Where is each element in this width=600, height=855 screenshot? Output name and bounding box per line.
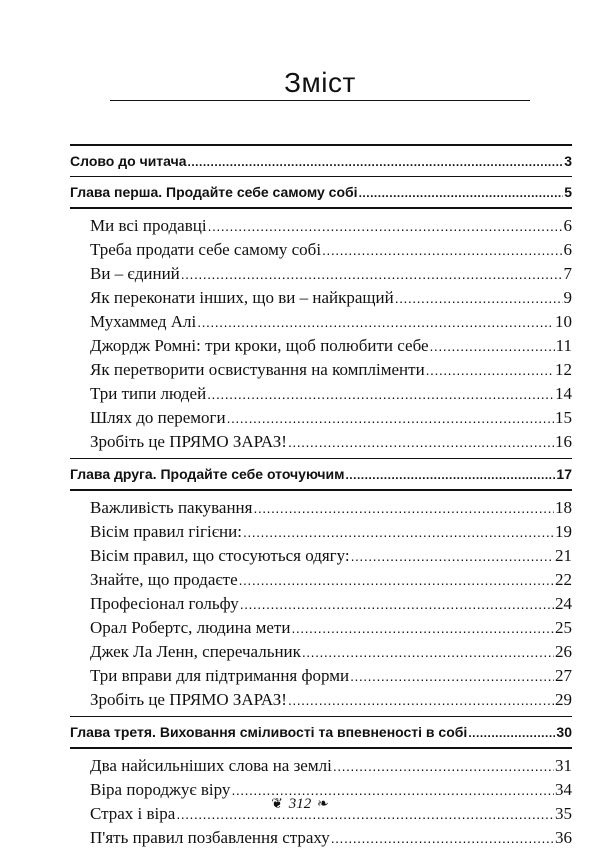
- dot-leader: [291, 616, 554, 640]
- dot-leader: [322, 238, 562, 262]
- dot-leader: [468, 723, 555, 743]
- section-entry: [70, 688, 572, 712]
- section-entry-page-number: 29: [555, 689, 572, 709]
- chapter-divider: [70, 144, 572, 146]
- section-entry: [70, 544, 572, 568]
- page-footer: [0, 796, 600, 813]
- section-entry-page-number: 14: [555, 383, 572, 403]
- dot-leader: [426, 358, 554, 382]
- dot-leader: [227, 406, 554, 430]
- section-entry-page-number: 16: [555, 431, 572, 451]
- section-entry-title: Орал Робертс, людина мети: [90, 617, 291, 637]
- section-entry-page-number: 36: [555, 827, 572, 847]
- page-number: 312: [288, 796, 312, 812]
- section-entry-title: Шлях до перемоги: [90, 407, 226, 427]
- section-entry-page-number: 18: [555, 497, 572, 517]
- section-entry: [70, 430, 572, 454]
- section-entry-title: Два найсильніших слова на землі: [90, 755, 332, 775]
- section-entry-title: Ми всі продавці: [90, 215, 207, 235]
- chapter-entry-page-number: 30: [556, 724, 572, 740]
- section-entry-page-number: 34: [555, 779, 572, 799]
- title-divider: [110, 100, 530, 101]
- dot-leader: [345, 465, 555, 485]
- chapter-entry-page-number: 17: [556, 466, 572, 482]
- page-title: Зміст: [284, 67, 356, 98]
- ornament-left-icon: ❦: [271, 797, 283, 812]
- dot-leader: [243, 520, 554, 544]
- section-entry-page-number: 21: [555, 545, 572, 565]
- section-entry-title: Віра породжує віру: [90, 779, 231, 799]
- section-entry: [70, 664, 572, 688]
- section-entry-page-number: 6: [563, 215, 572, 235]
- section-entry-page-number: 12: [555, 359, 572, 379]
- dot-leader: [331, 826, 554, 850]
- section-entry: [70, 310, 572, 334]
- section-entry: [70, 406, 572, 430]
- dot-leader: [181, 262, 563, 286]
- section-entry-title: Як переконати інших, що ви – найкращий: [90, 287, 394, 307]
- chapter-divider: [70, 716, 572, 718]
- chapter-entry-page-number: 3: [564, 152, 572, 169]
- section-entry: [70, 616, 572, 640]
- section-entry-page-number: 6: [563, 239, 572, 259]
- section-entry: [70, 496, 572, 520]
- dot-leader: [240, 592, 554, 616]
- section-entry-title: Знайте, що продаєте: [90, 569, 238, 589]
- chapter-entry: [70, 182, 572, 203]
- section-entry: [70, 286, 572, 310]
- section-entry: [70, 826, 572, 850]
- section-entry-title: Професіонал гольфу: [90, 593, 239, 613]
- section-entry-page-number: 11: [555, 335, 572, 355]
- dot-leader: [302, 640, 554, 664]
- dot-leader: [359, 183, 564, 203]
- section-entry-page-number: 31: [555, 755, 572, 775]
- table-of-contents: [70, 144, 572, 850]
- section-entry-title: Треба продати себе самому собі: [90, 239, 322, 259]
- dot-leader: [351, 544, 554, 568]
- chapter-divider: [70, 489, 572, 491]
- section-entry: [70, 334, 572, 358]
- section-entry-page-number: 25: [555, 617, 572, 637]
- dot-leader: [208, 214, 563, 238]
- section-entry-title: Страх і віра: [90, 803, 176, 823]
- chapter-divider: [70, 747, 572, 749]
- chapter-entry: [70, 151, 572, 172]
- dot-leader: [350, 664, 554, 688]
- dot-leader: [333, 754, 554, 778]
- section-entry-title: Зробіть це ПРЯМО ЗАРАЗ!: [90, 689, 287, 709]
- ornament-right-icon: ❧: [317, 797, 329, 812]
- section-entry: [70, 592, 572, 616]
- section-entry: [70, 754, 572, 778]
- dot-leader: [239, 568, 554, 592]
- section-entry: [70, 520, 572, 544]
- chapter-divider: [70, 176, 572, 178]
- section-entry-title: Три типи людей: [90, 383, 207, 403]
- dot-leader: [430, 334, 555, 358]
- section-entry-title: Як перетворити освистування на компліменти: [90, 359, 425, 379]
- section-entry-title: Вісім правил, що стосуються одягу:: [90, 545, 350, 565]
- section-entry: [70, 568, 572, 592]
- section-entry-page-number: 9: [563, 287, 572, 307]
- chapter-entry: [70, 464, 572, 485]
- section-entry-page-number: 19: [555, 521, 572, 541]
- chapter-entry-title: Слово до читача: [70, 152, 187, 169]
- section-entry-title: Джек Ла Ленн, сперечальник: [90, 641, 301, 661]
- section-entry: [70, 640, 572, 664]
- section-entry: [70, 262, 572, 286]
- section-entry: [70, 358, 572, 382]
- section-entry-title: П'ять правил позбавлення страху: [90, 827, 330, 847]
- section-entry-page-number: 7: [563, 263, 572, 283]
- chapter-entry-page-number: 5: [564, 184, 572, 200]
- section-entry: [70, 238, 572, 262]
- chapter-entry-title: Глава перша. Продайте себе самому собі: [70, 184, 358, 200]
- section-entry: [70, 382, 572, 406]
- dot-leader: [207, 382, 554, 406]
- section-entry-page-number: 27: [555, 665, 572, 685]
- section-entry-page-number: 15: [555, 407, 572, 427]
- section-entry-title: Вісім правил гігієни:: [90, 521, 242, 541]
- section-entry-title: Зробіть це ПРЯМО ЗАРАЗ!: [90, 431, 287, 451]
- section-entry-page-number: 26: [555, 641, 572, 661]
- section-entry-page-number: 10: [555, 311, 572, 331]
- section-entry: [70, 214, 572, 238]
- dot-leader: [188, 152, 564, 172]
- chapter-entry: [70, 722, 572, 743]
- dot-leader: [197, 310, 554, 334]
- section-entry-title: Джордж Ромні: три кроки, щоб полюбити себе: [90, 335, 429, 355]
- section-entry-title: Мухаммед Алі: [90, 311, 197, 331]
- dot-leader: [288, 430, 554, 454]
- section-entry-title: Три вправи для підтримання форми: [90, 665, 350, 685]
- section-entry-page-number: 24: [555, 593, 572, 613]
- chapter-entry-title: Глава третя. Виховання сміливості та впевненості в собі: [70, 724, 468, 740]
- dot-leader: [288, 688, 554, 712]
- section-entry-title: Ви – єдиний: [90, 263, 180, 283]
- chapter-divider: [70, 207, 572, 209]
- section-entry-page-number: 22: [555, 569, 572, 589]
- chapter-divider: [70, 458, 572, 460]
- dot-leader: [253, 496, 554, 520]
- section-entry-page-number: 35: [555, 803, 572, 823]
- chapter-entry-title: Глава друга. Продайте себе оточуючим: [70, 466, 345, 482]
- section-entry-title: Важливість пакування: [90, 497, 253, 517]
- dot-leader: [395, 286, 563, 310]
